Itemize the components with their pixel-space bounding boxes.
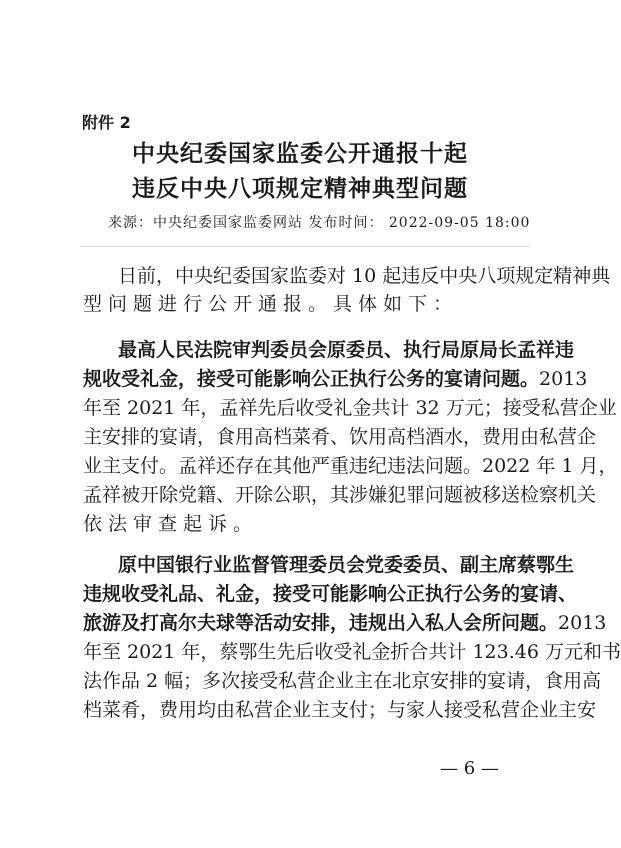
paragraph-line xyxy=(83,668,601,694)
attachment-label: 附件 2 xyxy=(82,113,131,132)
paragraph-line xyxy=(83,366,587,392)
line-text: 业主支付。孟祥还存在其他严重违纪违法问题。2022 年 1 月， xyxy=(83,455,618,477)
divider xyxy=(80,246,530,247)
document-title-line-2: 违反中央八项规定精神典型问题 xyxy=(132,176,468,202)
line-text: 依法审查起诉。 xyxy=(83,513,259,535)
line-text: 日前，中央纪委国家监委对 10 起违反中央八项规定精神典 xyxy=(118,265,611,287)
paragraph-line xyxy=(83,453,618,479)
paragraph-line xyxy=(83,511,258,537)
source-line: 来源：中央纪委国家监委网站 发布时间： 2022-09-05 18:00 xyxy=(108,215,531,231)
line-text: 主安排的宴请，食用高档菜肴、饮用高档酒水，费用由私营企 xyxy=(83,426,597,448)
paragraph-line xyxy=(83,610,606,636)
paragraph-line xyxy=(83,482,596,508)
bold-text: 旅游及打高尔夫球等活动安排，违规出入私人会所问题。 xyxy=(83,612,559,634)
line-text: 型问题进行公开通报。具体如下： xyxy=(83,293,459,315)
bold-text: 违规收受礼品、礼金，接受可能影响公正执行公务的宴请、 xyxy=(83,583,578,605)
bold-text: 原中国银行业监督管理委员会党委委员、副主席蔡鄂生 xyxy=(118,554,575,576)
paragraph-line xyxy=(118,337,574,363)
bold-text: 最高人民法院审判委员会原委员、执行局原局长孟祥违 xyxy=(118,339,575,361)
line-text: 2013 xyxy=(539,368,588,390)
line-text: 年至 2021 年，孟祥先后收受礼金共计 32 万元；接受私营企业 xyxy=(83,397,617,419)
line-text: 法作品 2 幅；多次接受私营企业主在北京安排的宴请，食用高 xyxy=(83,670,602,692)
document-title-line-1: 中央纪委国家监委公开通报十起 xyxy=(132,141,468,167)
paragraph-line xyxy=(118,552,574,578)
paragraph-line xyxy=(83,424,596,450)
paragraph-line xyxy=(83,395,617,421)
page-number: — 6 — xyxy=(440,758,499,779)
bold-text: 规收受礼金，接受可能影响公正执行公务的宴请问题。 xyxy=(83,368,540,390)
paragraph-line xyxy=(83,697,596,723)
line-text: 年至 2021 年，蔡鄂生先后收受礼金折合共计 123.46 万元和书 xyxy=(83,641,621,663)
line-text: 2013 xyxy=(558,612,607,634)
line-text: 档菜肴，费用均由私营企业主支付；与家人接受私营企业主安 xyxy=(83,699,597,721)
line-text: 孟祥被开除党籍、开除公职，其涉嫌犯罪问题被移送检察机关 xyxy=(83,484,597,506)
paragraph-line xyxy=(83,639,621,665)
paragraph-line xyxy=(83,291,458,317)
paragraph-line xyxy=(83,581,577,607)
paragraph-line xyxy=(118,263,610,289)
